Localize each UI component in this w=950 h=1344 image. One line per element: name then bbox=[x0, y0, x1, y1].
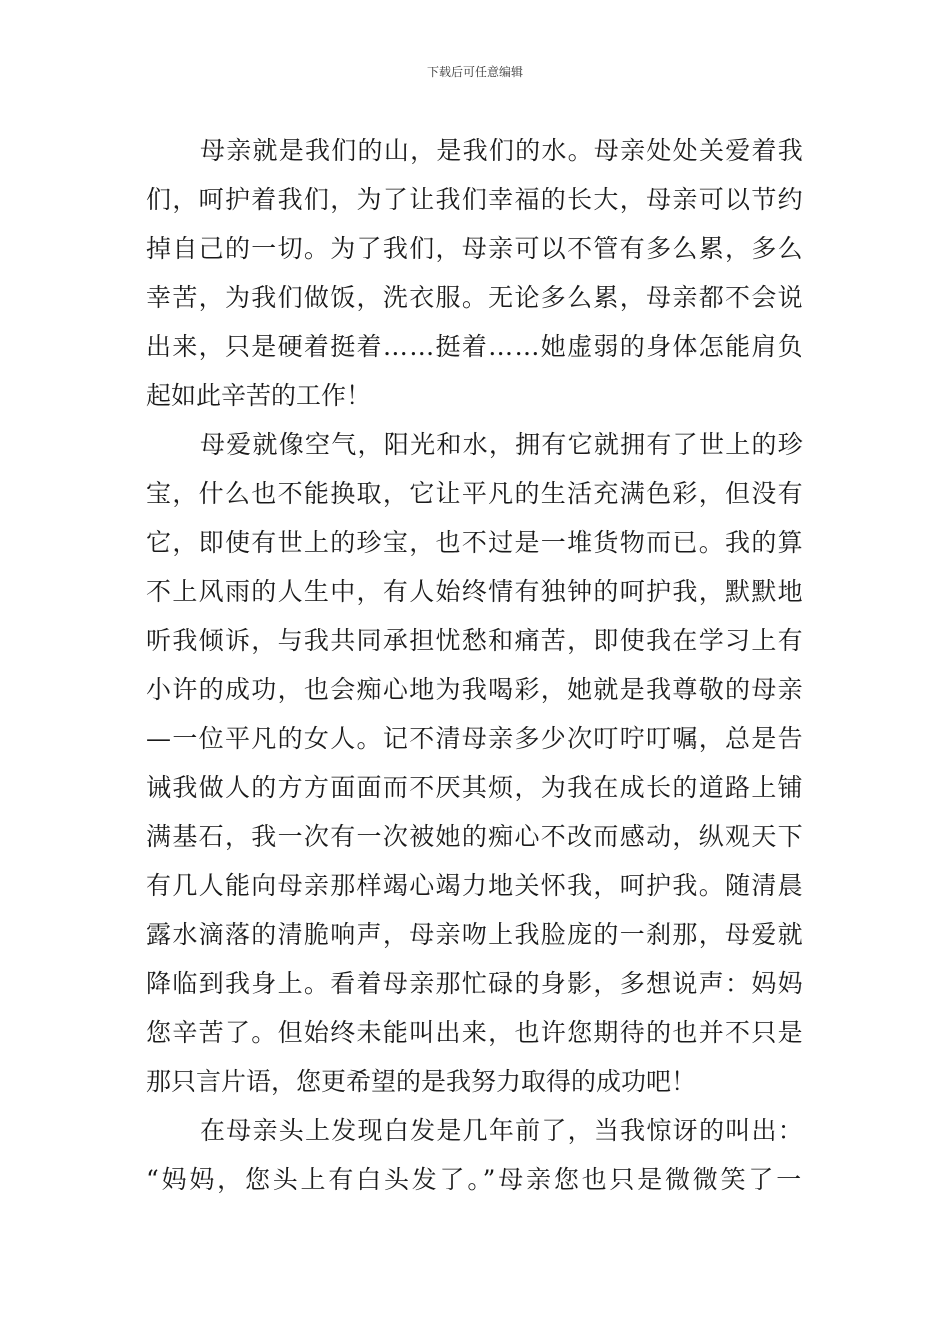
text-line: 降临到我身上。看着母亲那忙碌的身影，多想说声：妈妈 bbox=[146, 969, 804, 998]
text-line: 不上风雨的人生中，有人始终情有独钟的呵护我，默默地 bbox=[146, 577, 804, 606]
text-line: 母爱就像空气，阳光和水，拥有它就拥有了世上的珍 bbox=[200, 430, 804, 459]
text-line: 在母亲头上发现白发是几年前了，当我惊讶的叫出： bbox=[200, 1116, 804, 1145]
text-line: 那只言片语，您更希望的是我努力取得的成功吧！ bbox=[146, 1067, 697, 1096]
text-line: 出来，只是硬着挺着……挺着……她虚弱的身体怎能肩负 bbox=[146, 332, 804, 361]
text-line: 幸苦，为我们做饭，洗衣服。无论多么累，母亲都不会说 bbox=[146, 283, 804, 312]
text-line: “妈妈，您头上有白头发了。”母亲您也只是微微笑了一 bbox=[146, 1165, 804, 1194]
text-line: 您辛苦了。但始终未能叫出来，也许您期待的也并不只是 bbox=[146, 1018, 804, 1047]
text-line: 它，即使有世上的珍宝，也不过是一堆货物而已。我的算 bbox=[146, 528, 804, 557]
text-line: 听我倾诉，与我共同承担忧愁和痛苦，即使我在学习上有 bbox=[146, 626, 804, 655]
page-header-note: 下载后可任意编辑 bbox=[426, 65, 523, 79]
text-line: 有几人能向母亲那样竭心竭力地关怀我，呵护我。随清晨 bbox=[146, 871, 804, 900]
text-line: 掉自己的一切。为了我们，母亲可以不管有多么累，多么 bbox=[146, 234, 804, 263]
essay-body bbox=[146, 126, 804, 1204]
text-line: 宝，什么也不能换取，它让平凡的生活充满色彩，但没有 bbox=[146, 479, 804, 508]
text-line: —一位平凡的女人。记不清母亲多少次叮咛叮嘱，总是告 bbox=[146, 724, 804, 753]
text-line: 露水滴落的清脆响声，母亲吻上我脸庞的一刹那，母爱就 bbox=[146, 920, 804, 949]
text-line: 母亲就是我们的山，是我们的水。母亲处处关爱着我 bbox=[200, 136, 804, 165]
text-line: 起如此辛苦的工作！ bbox=[146, 381, 372, 410]
text-line: 们，呵护着我们，为了让我们幸福的长大，母亲可以节约 bbox=[146, 185, 804, 214]
text-line: 小许的成功，也会痴心地为我喝彩，她就是我尊敬的母亲 bbox=[146, 675, 804, 704]
text-line: 满基石，我一次有一次被她的痴心不改而感动，纵观天下 bbox=[146, 822, 804, 851]
text-line: 诫我做人的方方面面而不厌其烦，为我在成长的道路上铺 bbox=[146, 773, 804, 802]
